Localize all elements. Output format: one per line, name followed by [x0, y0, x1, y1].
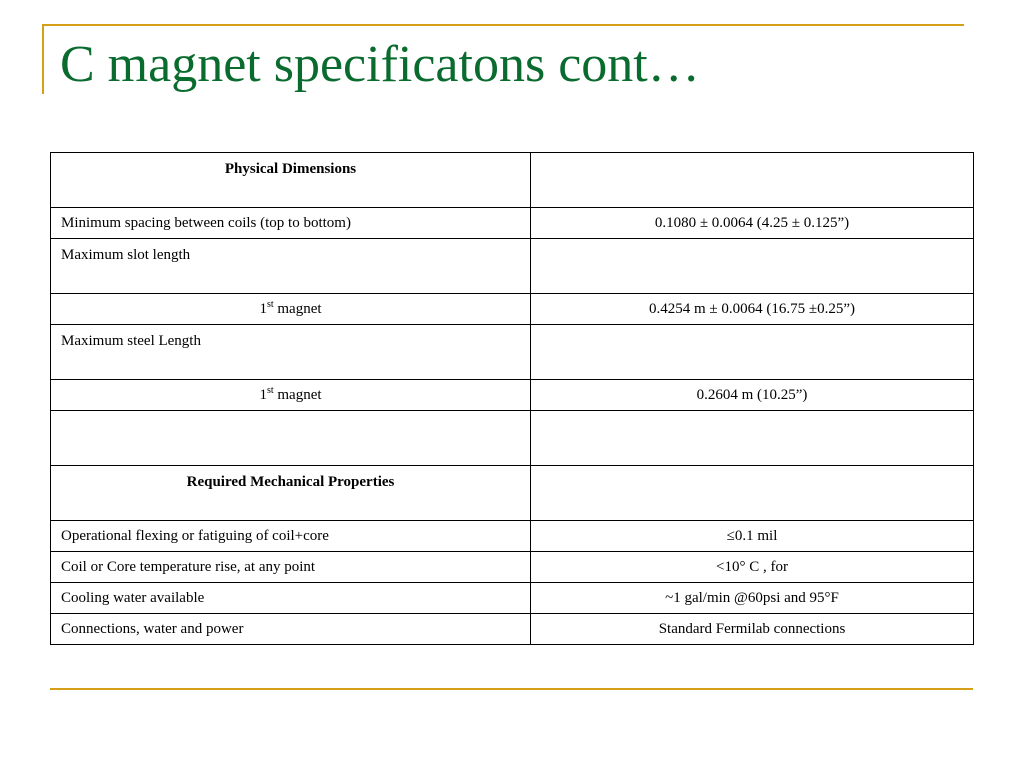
table-row: [51, 380, 974, 411]
table-row: [51, 521, 974, 552]
table-cell-label: Cooling water available: [51, 583, 531, 614]
page-title: C magnet specificatons cont…: [60, 36, 700, 93]
section-header-mechanical-properties: Required Mechanical Properties: [51, 466, 531, 521]
ordinal-number: 1: [259, 387, 267, 403]
table-cell-label: Maximum steel Length: [51, 325, 531, 380]
table-row: [51, 411, 974, 466]
table-row: [51, 583, 974, 614]
table-row: [51, 466, 974, 521]
table-cell-label: Coil or Core temperature rise, at any point: [51, 552, 531, 583]
spec-table: [50, 152, 974, 645]
label-text: magnet: [273, 387, 322, 403]
ordinal-number: 1: [259, 301, 267, 317]
table-cell-label: [51, 411, 531, 466]
label-text: magnet: [273, 301, 322, 317]
table-cell-label: [51, 380, 531, 411]
table-cell-label: Maximum slot length: [51, 239, 531, 294]
table-cell-label: Connections, water and power: [51, 614, 531, 645]
section-header-physical-dimensions: Physical Dimensions: [51, 153, 531, 208]
ordinal-suffix: st: [266, 299, 274, 310]
ordinal-suffix: st: [266, 385, 274, 396]
table-cell-value: ≤0.1 mil: [531, 521, 974, 552]
table-row: [51, 552, 974, 583]
table-cell-value: [531, 411, 974, 466]
table-cell-value: [531, 153, 974, 208]
table-row: [51, 325, 974, 380]
table-cell-value: 0.1080 ± 0.0064 (4.25 ± 0.125”): [531, 208, 974, 239]
table-cell-label: Minimum spacing between coils (top to bottom): [51, 208, 531, 239]
table-cell-label: Operational flexing or fatiguing of coil+core: [51, 521, 531, 552]
table-cell-value: [531, 325, 974, 380]
bottom-rule: [50, 688, 973, 690]
table-cell-value: Standard Fermilab connections: [531, 614, 974, 645]
table-cell-label: [51, 294, 531, 325]
table-cell-value: [531, 239, 974, 294]
table-cell-value: [531, 466, 974, 521]
table-cell-value: 0.4254 m ± 0.0064 (16.75 ±0.25”): [531, 294, 974, 325]
table-cell-value: <10° C , for: [531, 552, 974, 583]
table-cell-value: ~1 gal/min @60psi and 95°F: [531, 583, 974, 614]
table-row: [51, 239, 974, 294]
top-rule-horizontal: [42, 24, 964, 26]
table-cell-value: 0.2604 m (10.25”): [531, 380, 974, 411]
table-row: [51, 294, 974, 325]
table-row: [51, 208, 974, 239]
top-rule-vertical: [42, 24, 44, 94]
table-row: [51, 153, 974, 208]
table-row: [51, 614, 974, 645]
